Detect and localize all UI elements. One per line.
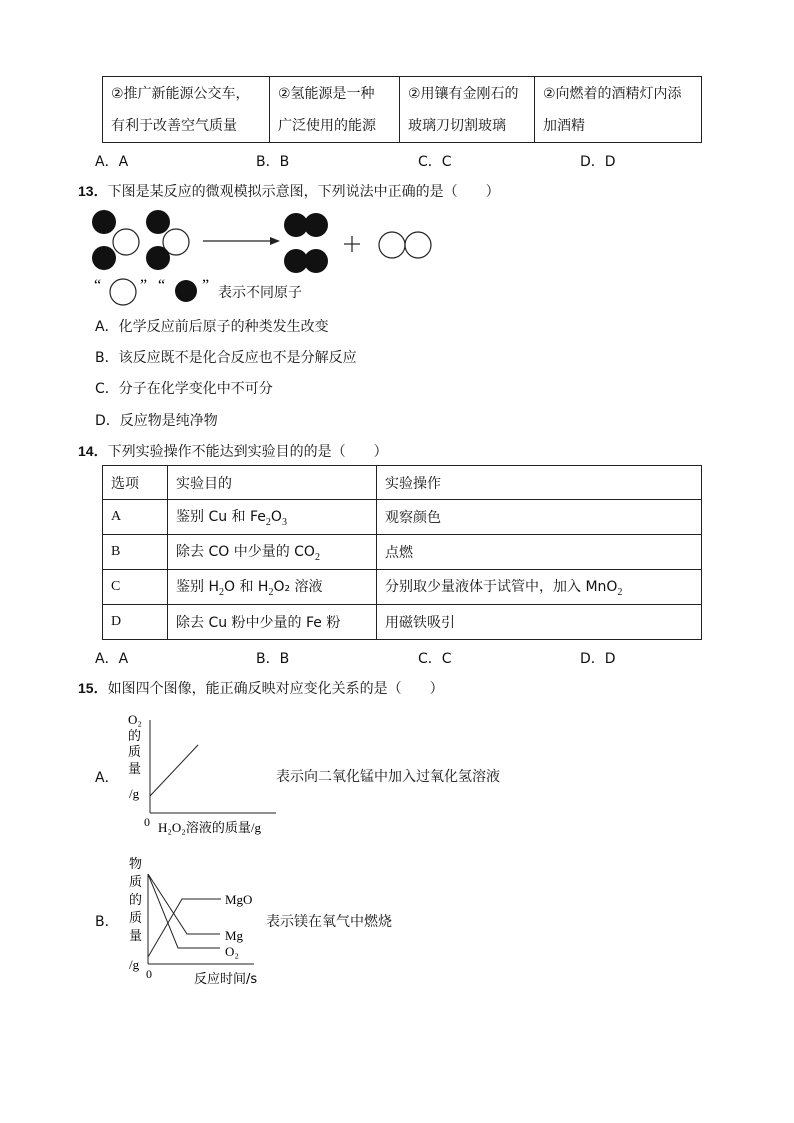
graph-a — [118, 708, 288, 843]
top-table — [102, 76, 702, 143]
option-a[interactable]: A． — [95, 770, 119, 786]
graph-b-origin: 0 — [146, 967, 152, 981]
row-goal: 鉴别 Cu 和 $Fe_2O_3$ — [168, 500, 377, 535]
top-table-cell: ②氢能源是一种 广泛使用的能源 — [270, 77, 400, 143]
table-header: 实验目的 — [168, 466, 377, 500]
svg-text:“: “ — [94, 277, 102, 294]
graph-b-ylabel-3: 质 — [129, 911, 143, 926]
table-row — [103, 535, 702, 570]
svg-text:“: “ — [158, 277, 166, 294]
top-table-cell: ②向燃着的酒精灯内添 加酒精 — [535, 77, 702, 143]
row-goal: 除去 CO 中少量的 $CO_2$ — [168, 535, 377, 570]
question-14-stem: 14．下列实验操作不能达到实验目的的是（ ） — [78, 443, 388, 460]
row-option: C — [103, 570, 168, 605]
option-c[interactable]: C．C — [418, 651, 452, 667]
row-goal: 除去 Cu 粉中少量的 Fe 粉 — [168, 605, 377, 640]
top-table-cell: ②推广新能源公交车， 有利于改善空气质量 — [103, 77, 270, 143]
question-15-stem: 15．如图四个图像，能正确反映对应变化关系的是（ ） — [78, 680, 444, 697]
graph-a-origin: 0 — [144, 815, 150, 829]
graph-b-ylabel-0: 物 — [129, 857, 143, 872]
table-header: 实验操作 — [377, 466, 702, 500]
row-operation: 点燃 — [377, 535, 702, 570]
graph-a-xlabel: H₂O₂溶液的质量/g — [158, 820, 261, 835]
graph-b-ylabel-5: /g — [129, 957, 140, 972]
row-option: B — [103, 535, 168, 570]
option-b[interactable]: B．该反应既不是化合反应也不是分解反应 — [95, 350, 357, 366]
graph-b-xlabel: 反应时间/s — [194, 972, 258, 987]
option-c[interactable]: C．分子在化学变化中不可分 — [95, 381, 273, 397]
option-b[interactable]: B．B — [256, 651, 290, 667]
top-table-cell: ②用镶有金刚石的 玻璃刀切割玻璃 — [400, 77, 535, 143]
graph-b-ylabel-1: 质 — [129, 875, 143, 890]
graph-b-ylabel-2: 的 — [129, 893, 143, 908]
option-b[interactable]: B．B — [256, 154, 290, 170]
graph-a-ylabel-0: O₂ — [128, 712, 142, 727]
series-line-mg — [148, 874, 220, 934]
graph-b-ylabel-4: 量 — [129, 929, 143, 944]
graph-a-ylabel-4: /g — [129, 786, 140, 801]
series-label-mg: Mg — [225, 928, 244, 943]
option-a[interactable]: A．A — [95, 154, 129, 170]
series-line-o2 — [150, 745, 198, 796]
svg-text:”: ” — [202, 277, 210, 294]
table-header: 选项 — [103, 466, 168, 500]
graph-b — [118, 852, 268, 992]
option-b-description: 表示镁在氧气中燃烧 — [266, 914, 392, 930]
graph-a-ylabel-2: 质 — [128, 745, 142, 760]
option-d[interactable]: D．D — [580, 651, 616, 667]
row-option: A — [103, 500, 168, 535]
option-d[interactable]: D．反应物是纯净物 — [95, 413, 218, 429]
option-a[interactable]: A．化学反应前后原子的种类发生改变 — [95, 319, 329, 335]
option-b[interactable]: B． — [95, 914, 119, 930]
option-c[interactable]: C．C — [418, 154, 452, 170]
row-option: D — [103, 605, 168, 640]
series-label-o2: O₂ — [225, 944, 239, 959]
row-operation: 观察颜色 — [377, 500, 702, 535]
option-d[interactable]: D．D — [580, 154, 616, 170]
svg-text:”: ” — [140, 277, 148, 294]
experiment-table — [102, 465, 702, 640]
table-row — [103, 570, 702, 605]
table-row — [103, 605, 702, 640]
option-a[interactable]: A．A — [95, 651, 129, 667]
row-operation: 用磁铁吸引 — [377, 605, 702, 640]
table-row — [103, 500, 702, 535]
row-operation: 分别取少量液体于试管中，加入 MnO$_2$ — [377, 570, 702, 605]
option-a-description: 表示向二氧化锰中加入过氧化氢溶液 — [276, 769, 500, 785]
series-line-o2 — [148, 874, 220, 948]
series-label-mgo: MgO — [225, 892, 253, 907]
graph-a-ylabel-3: 量 — [128, 762, 142, 777]
question-13-stem: 13．下图是某反应的微观模拟示意图，下列说法中正确的是（ ） — [78, 183, 500, 200]
row-goal: 鉴别 $H_2O$ 和 $H_2O_2$ 溶液 — [168, 570, 377, 605]
graph-a-ylabel-1: 的 — [128, 729, 142, 744]
